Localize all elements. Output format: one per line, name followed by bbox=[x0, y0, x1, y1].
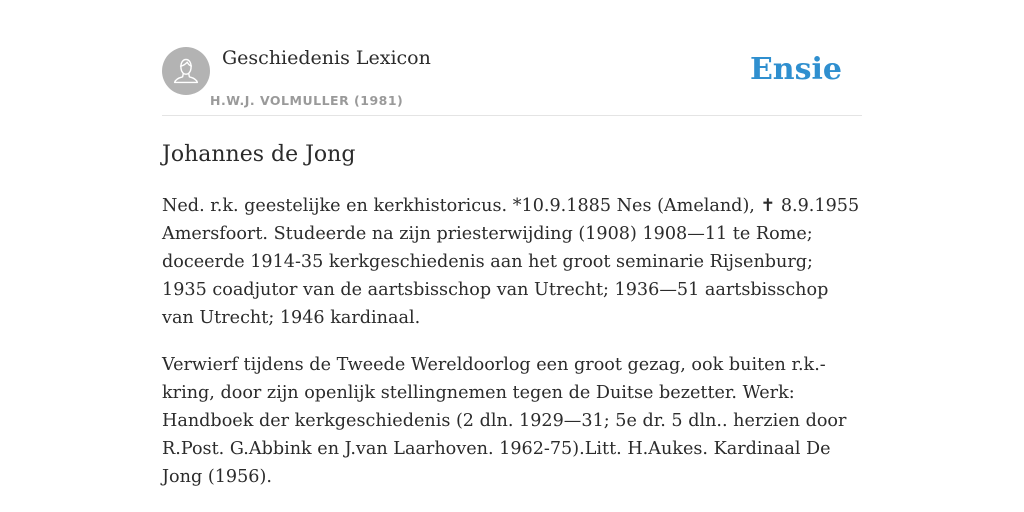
source-author: H.W.J. VOLMULLER (1981) bbox=[210, 93, 404, 108]
source-header bbox=[162, 46, 862, 116]
article-paragraph-1: Ned. r.k. geestelijke en kerkhistoricus. *10.9.1885 Nes (Ameland), ✝ 8.9.1955 Amersfoort. Studeerde na zijn priesterwijding (1908) 1908—11 te Rome; doceerde 1914-35 kerkgeschiedenis aan het groot seminarie Rijsenburg; 1935 coadjutor van de aartsbisschop van Utrecht; 1936—51 aartsbisschop van Utrecht; 1946 kardinaal. bbox=[162, 196, 860, 328]
source-title[interactable]: Geschiedenis Lexicon bbox=[222, 47, 431, 69]
ensie-logo[interactable]: Ensie bbox=[749, 52, 842, 87]
source-avatar[interactable] bbox=[162, 47, 210, 95]
article-paragraph-2: Verwierf tijdens de Tweede Wereldoorlog een groot gezag, ook buiten r.k.-kring, door zijn openlijk stellingnemen tegen de Duitse bezetter. Werk: Handboek der kerkgeschiedenis (2 dln. 1929—31; 5e dr. 5 dln.. herzien door R.Post. G.Abbink en J.van Laarhoven. 1962-75).Litt. H.Aukes. Kardinaal De Jong (1956). bbox=[162, 355, 847, 487]
user-silhouette-icon bbox=[162, 47, 210, 95]
article-title: Johannes de Jong bbox=[162, 142, 356, 167]
